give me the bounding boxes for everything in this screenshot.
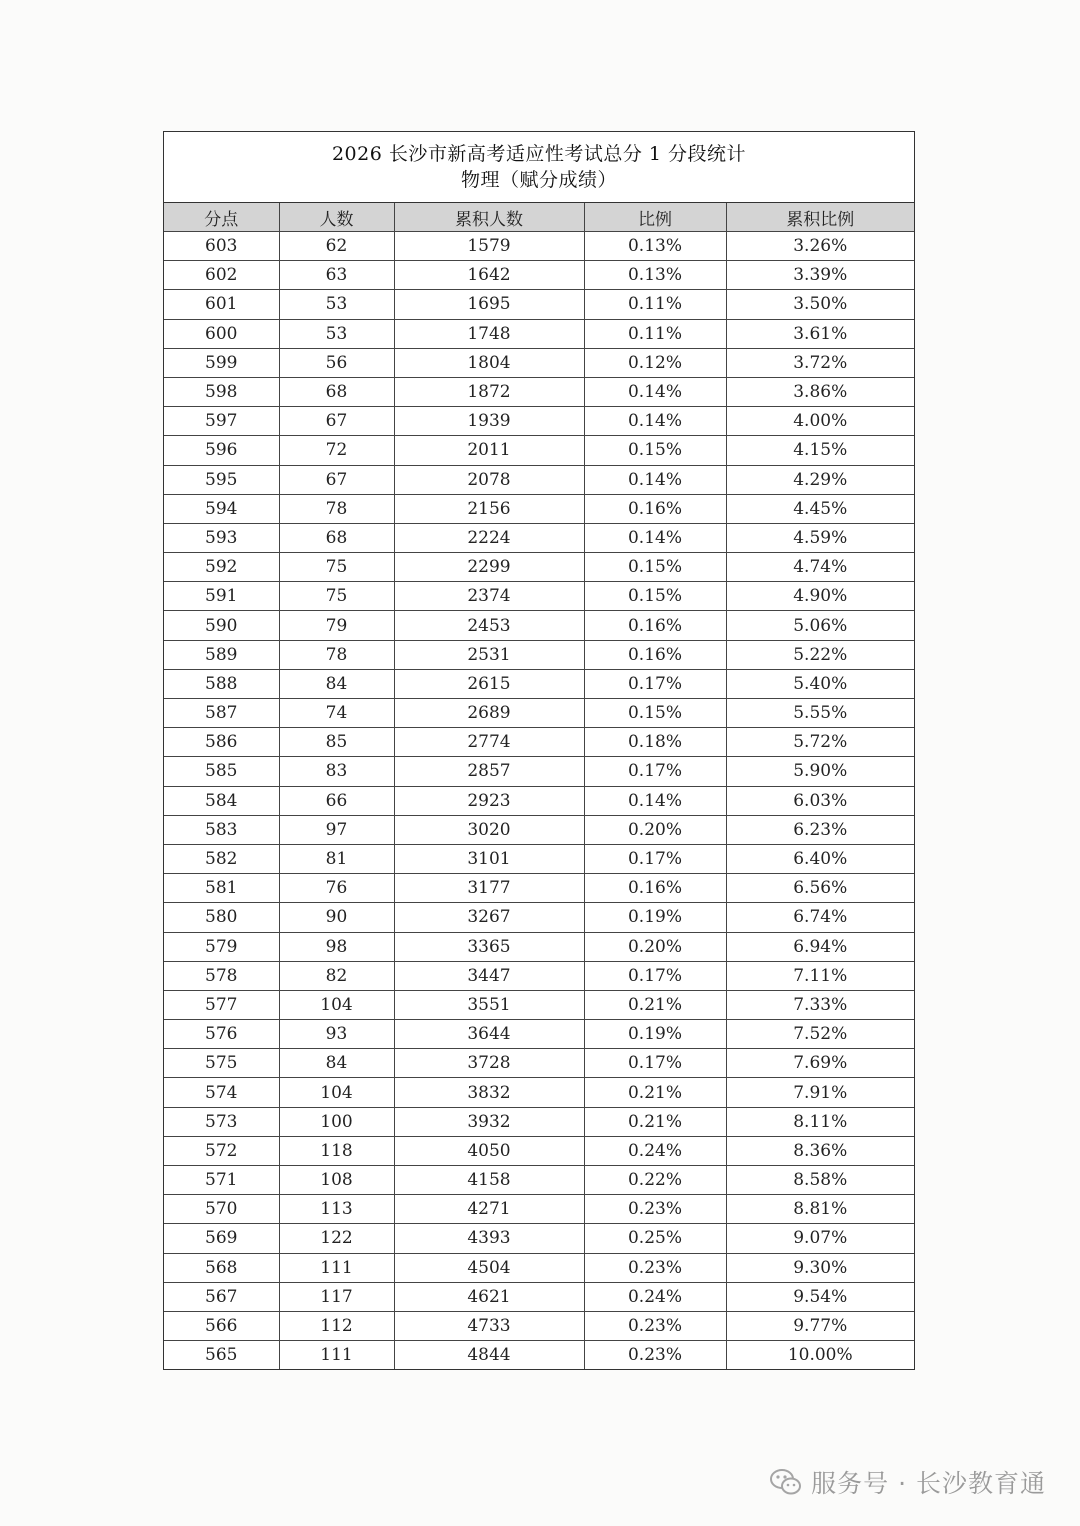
- cell-score: 568: [164, 1253, 279, 1282]
- cell-score: 586: [164, 728, 279, 757]
- cell-ratio: 0.12%: [584, 348, 726, 377]
- cell-score: 592: [164, 553, 279, 582]
- cell-cumulative-count: 1579: [394, 232, 584, 261]
- cell-cumulative-ratio: 5.72%: [726, 728, 914, 757]
- cell-count: 72: [279, 436, 394, 465]
- cell-count: 67: [279, 465, 394, 494]
- cell-ratio: 0.23%: [584, 1253, 726, 1282]
- header-ratio: 比例: [584, 203, 726, 232]
- cell-count: 81: [279, 844, 394, 873]
- cell-cumulative-ratio: 4.90%: [726, 582, 914, 611]
- table-row: [164, 786, 914, 815]
- cell-cumulative-count: 2857: [394, 757, 584, 786]
- table-row: [164, 669, 914, 698]
- cell-count: 75: [279, 553, 394, 582]
- table-row: [164, 553, 914, 582]
- table-row: [164, 815, 914, 844]
- table-row: [164, 232, 914, 261]
- cell-ratio: 0.24%: [584, 1282, 726, 1311]
- table-row: [164, 1166, 914, 1195]
- cell-count: 122: [279, 1224, 394, 1253]
- cell-ratio: 0.13%: [584, 232, 726, 261]
- score-distribution-table: [164, 203, 914, 1369]
- cell-cumulative-count: 4733: [394, 1311, 584, 1340]
- cell-score: 581: [164, 874, 279, 903]
- cell-cumulative-ratio: 3.72%: [726, 348, 914, 377]
- cell-cumulative-ratio: 4.00%: [726, 407, 914, 436]
- cell-score: 567: [164, 1282, 279, 1311]
- cell-score: 599: [164, 348, 279, 377]
- cell-cumulative-count: 2774: [394, 728, 584, 757]
- cell-cumulative-ratio: 5.06%: [726, 611, 914, 640]
- cell-score: 588: [164, 669, 279, 698]
- cell-ratio: 0.17%: [584, 1049, 726, 1078]
- cell-ratio: 0.14%: [584, 377, 726, 406]
- cell-ratio: 0.17%: [584, 961, 726, 990]
- cell-count: 93: [279, 1020, 394, 1049]
- cell-score: 598: [164, 377, 279, 406]
- cell-cumulative-count: 4271: [394, 1195, 584, 1224]
- cell-count: 111: [279, 1341, 394, 1370]
- cell-ratio: 0.14%: [584, 523, 726, 552]
- cell-cumulative-count: 3447: [394, 961, 584, 990]
- table-row: [164, 757, 914, 786]
- cell-cumulative-count: 3832: [394, 1078, 584, 1107]
- cell-ratio: 0.13%: [584, 261, 726, 290]
- cell-cumulative-ratio: 10.00%: [726, 1341, 914, 1370]
- table-row: [164, 932, 914, 961]
- cell-cumulative-ratio: 5.22%: [726, 640, 914, 669]
- cell-cumulative-ratio: 9.77%: [726, 1311, 914, 1340]
- cell-ratio: 0.20%: [584, 932, 726, 961]
- cell-count: 118: [279, 1136, 394, 1165]
- cell-count: 82: [279, 961, 394, 990]
- table-row: [164, 1282, 914, 1311]
- table-row: [164, 290, 914, 319]
- cell-score: 602: [164, 261, 279, 290]
- cell-cumulative-ratio: 8.11%: [726, 1107, 914, 1136]
- cell-ratio: 0.15%: [584, 436, 726, 465]
- cell-count: 53: [279, 319, 394, 348]
- cell-count: 74: [279, 699, 394, 728]
- table-row: [164, 1078, 914, 1107]
- cell-count: 117: [279, 1282, 394, 1311]
- cell-cumulative-ratio: 4.74%: [726, 553, 914, 582]
- cell-cumulative-ratio: 6.56%: [726, 874, 914, 903]
- cell-count: 75: [279, 582, 394, 611]
- cell-score: 576: [164, 1020, 279, 1049]
- cell-cumulative-count: 3728: [394, 1049, 584, 1078]
- table-row: [164, 494, 914, 523]
- watermark: [769, 1464, 1046, 1500]
- cell-cumulative-count: 4158: [394, 1166, 584, 1195]
- cell-score: 573: [164, 1107, 279, 1136]
- cell-cumulative-count: 3644: [394, 1020, 584, 1049]
- cell-cumulative-ratio: 7.11%: [726, 961, 914, 990]
- cell-count: 62: [279, 232, 394, 261]
- cell-score: 597: [164, 407, 279, 436]
- table-row: [164, 1136, 914, 1165]
- cell-score: 590: [164, 611, 279, 640]
- cell-cumulative-ratio: 7.69%: [726, 1049, 914, 1078]
- cell-cumulative-count: 2453: [394, 611, 584, 640]
- cell-ratio: 0.22%: [584, 1166, 726, 1195]
- table-row: [164, 1224, 914, 1253]
- cell-count: 113: [279, 1195, 394, 1224]
- cell-score: 566: [164, 1311, 279, 1340]
- table-row: [164, 523, 914, 552]
- cell-count: 85: [279, 728, 394, 757]
- cell-count: 76: [279, 874, 394, 903]
- table-row: [164, 319, 914, 348]
- wechat-icon: [769, 1465, 803, 1499]
- cell-cumulative-count: 1748: [394, 319, 584, 348]
- table-title-box: [164, 132, 914, 203]
- score-statistics-sheet: [163, 131, 915, 1370]
- cell-count: 84: [279, 669, 394, 698]
- cell-cumulative-count: 4393: [394, 1224, 584, 1253]
- cell-cumulative-count: 3932: [394, 1107, 584, 1136]
- cell-cumulative-ratio: 5.90%: [726, 757, 914, 786]
- table-row: [164, 961, 914, 990]
- cell-cumulative-count: 3267: [394, 903, 584, 932]
- cell-cumulative-ratio: 9.30%: [726, 1253, 914, 1282]
- cell-score: 577: [164, 990, 279, 1019]
- cell-count: 66: [279, 786, 394, 815]
- cell-score: 583: [164, 815, 279, 844]
- cell-score: 572: [164, 1136, 279, 1165]
- cell-score: 585: [164, 757, 279, 786]
- table-row: [164, 990, 914, 1019]
- cell-score: 587: [164, 699, 279, 728]
- table-row: [164, 1253, 914, 1282]
- cell-cumulative-ratio: 4.45%: [726, 494, 914, 523]
- cell-count: 97: [279, 815, 394, 844]
- table-row: [164, 1020, 914, 1049]
- cell-cumulative-ratio: 3.61%: [726, 319, 914, 348]
- cell-ratio: 0.11%: [584, 290, 726, 319]
- watermark-text: 服务号 · 长沙教育通: [811, 1469, 1046, 1498]
- cell-cumulative-ratio: 3.50%: [726, 290, 914, 319]
- cell-ratio: 0.16%: [584, 611, 726, 640]
- cell-cumulative-count: 1804: [394, 348, 584, 377]
- cell-ratio: 0.14%: [584, 786, 726, 815]
- cell-cumulative-ratio: 4.15%: [726, 436, 914, 465]
- cell-ratio: 0.15%: [584, 582, 726, 611]
- cell-ratio: 0.21%: [584, 1078, 726, 1107]
- cell-cumulative-count: 3101: [394, 844, 584, 873]
- cell-cumulative-ratio: 3.86%: [726, 377, 914, 406]
- cell-cumulative-ratio: 9.07%: [726, 1224, 914, 1253]
- cell-cumulative-count: 2374: [394, 582, 584, 611]
- cell-ratio: 0.19%: [584, 903, 726, 932]
- cell-count: 68: [279, 523, 394, 552]
- cell-count: 111: [279, 1253, 394, 1282]
- cell-score: 600: [164, 319, 279, 348]
- cell-cumulative-count: 2923: [394, 786, 584, 815]
- cell-ratio: 0.23%: [584, 1311, 726, 1340]
- cell-cumulative-ratio: 8.81%: [726, 1195, 914, 1224]
- table-row: [164, 1311, 914, 1340]
- cell-cumulative-count: 4504: [394, 1253, 584, 1282]
- cell-cumulative-ratio: 8.58%: [726, 1166, 914, 1195]
- table-body: [164, 232, 914, 1370]
- cell-cumulative-ratio: 9.54%: [726, 1282, 914, 1311]
- table-row: [164, 407, 914, 436]
- table-row: [164, 1107, 914, 1136]
- table-row: [164, 377, 914, 406]
- cell-count: 79: [279, 611, 394, 640]
- cell-score: 603: [164, 232, 279, 261]
- table-row: [164, 1341, 914, 1370]
- cell-ratio: 0.25%: [584, 1224, 726, 1253]
- cell-score: 574: [164, 1078, 279, 1107]
- cell-cumulative-ratio: 7.33%: [726, 990, 914, 1019]
- cell-cumulative-count: 2156: [394, 494, 584, 523]
- cell-cumulative-count: 3020: [394, 815, 584, 844]
- table-row: [164, 465, 914, 494]
- table-row: [164, 436, 914, 465]
- cell-ratio: 0.18%: [584, 728, 726, 757]
- cell-cumulative-count: 1642: [394, 261, 584, 290]
- cell-ratio: 0.14%: [584, 465, 726, 494]
- cell-score: 596: [164, 436, 279, 465]
- cell-cumulative-count: 4844: [394, 1341, 584, 1370]
- header-score: 分点: [164, 203, 279, 232]
- cell-score: 579: [164, 932, 279, 961]
- table-row: [164, 261, 914, 290]
- cell-cumulative-count: 2615: [394, 669, 584, 698]
- cell-score: 570: [164, 1195, 279, 1224]
- cell-cumulative-ratio: 6.40%: [726, 844, 914, 873]
- cell-score: 565: [164, 1341, 279, 1370]
- table-row: [164, 844, 914, 873]
- cell-ratio: 0.14%: [584, 407, 726, 436]
- cell-ratio: 0.21%: [584, 1107, 726, 1136]
- cell-cumulative-ratio: 5.40%: [726, 669, 914, 698]
- table-row: [164, 1195, 914, 1224]
- cell-cumulative-ratio: 7.52%: [726, 1020, 914, 1049]
- table-row: [164, 1049, 914, 1078]
- cell-cumulative-ratio: 3.26%: [726, 232, 914, 261]
- cell-score: 571: [164, 1166, 279, 1195]
- cell-cumulative-count: 3365: [394, 932, 584, 961]
- cell-count: 104: [279, 990, 394, 1019]
- cell-score: 589: [164, 640, 279, 669]
- table-row: [164, 874, 914, 903]
- cell-ratio: 0.17%: [584, 844, 726, 873]
- cell-ratio: 0.15%: [584, 699, 726, 728]
- cell-count: 78: [279, 494, 394, 523]
- cell-ratio: 0.23%: [584, 1195, 726, 1224]
- cell-cumulative-count: 1939: [394, 407, 584, 436]
- cell-count: 67: [279, 407, 394, 436]
- cell-ratio: 0.24%: [584, 1136, 726, 1165]
- cell-ratio: 0.16%: [584, 874, 726, 903]
- cell-score: 591: [164, 582, 279, 611]
- cell-ratio: 0.11%: [584, 319, 726, 348]
- cell-cumulative-count: 2299: [394, 553, 584, 582]
- header-count: 人数: [279, 203, 394, 232]
- cell-ratio: 0.23%: [584, 1341, 726, 1370]
- cell-score: 569: [164, 1224, 279, 1253]
- cell-count: 78: [279, 640, 394, 669]
- cell-ratio: 0.17%: [584, 669, 726, 698]
- cell-score: 582: [164, 844, 279, 873]
- cell-ratio: 0.15%: [584, 553, 726, 582]
- cell-count: 84: [279, 1049, 394, 1078]
- cell-cumulative-count: 4050: [394, 1136, 584, 1165]
- cell-cumulative-ratio: 6.03%: [726, 786, 914, 815]
- cell-cumulative-count: 1872: [394, 377, 584, 406]
- table-row: [164, 348, 914, 377]
- cell-cumulative-ratio: 3.39%: [726, 261, 914, 290]
- cell-score: 580: [164, 903, 279, 932]
- cell-score: 595: [164, 465, 279, 494]
- cell-ratio: 0.21%: [584, 990, 726, 1019]
- cell-ratio: 0.20%: [584, 815, 726, 844]
- cell-cumulative-count: 3551: [394, 990, 584, 1019]
- cell-score: 584: [164, 786, 279, 815]
- cell-cumulative-ratio: 4.29%: [726, 465, 914, 494]
- table-row: [164, 903, 914, 932]
- header-cumulative-count: 累积人数: [394, 203, 584, 232]
- table-row: [164, 728, 914, 757]
- cell-cumulative-count: 1695: [394, 290, 584, 319]
- cell-count: 100: [279, 1107, 394, 1136]
- cell-cumulative-count: 2224: [394, 523, 584, 552]
- cell-cumulative-count: 2689: [394, 699, 584, 728]
- cell-score: 601: [164, 290, 279, 319]
- cell-cumulative-count: 4621: [394, 1282, 584, 1311]
- cell-count: 108: [279, 1166, 394, 1195]
- cell-count: 63: [279, 261, 394, 290]
- table-header-row: [164, 203, 914, 232]
- cell-count: 90: [279, 903, 394, 932]
- table-row: [164, 699, 914, 728]
- cell-cumulative-ratio: 7.91%: [726, 1078, 914, 1107]
- cell-count: 53: [279, 290, 394, 319]
- cell-count: 98: [279, 932, 394, 961]
- cell-cumulative-ratio: 4.59%: [726, 523, 914, 552]
- cell-score: 593: [164, 523, 279, 552]
- cell-score: 575: [164, 1049, 279, 1078]
- cell-score: 578: [164, 961, 279, 990]
- cell-cumulative-ratio: 8.36%: [726, 1136, 914, 1165]
- cell-cumulative-ratio: 5.55%: [726, 699, 914, 728]
- table-title: 2026 长沙市新高考适应性考试总分 1 分段统计: [331, 143, 747, 165]
- cell-cumulative-ratio: 6.94%: [726, 932, 914, 961]
- cell-cumulative-count: 2531: [394, 640, 584, 669]
- cell-count: 104: [279, 1078, 394, 1107]
- cell-cumulative-count: 2078: [394, 465, 584, 494]
- cell-ratio: 0.16%: [584, 640, 726, 669]
- table-row: [164, 611, 914, 640]
- cell-cumulative-ratio: 6.74%: [726, 903, 914, 932]
- cell-ratio: 0.16%: [584, 494, 726, 523]
- cell-count: 83: [279, 757, 394, 786]
- cell-score: 594: [164, 494, 279, 523]
- cell-count: 56: [279, 348, 394, 377]
- table-row: [164, 582, 914, 611]
- cell-count: 112: [279, 1311, 394, 1340]
- cell-cumulative-count: 3177: [394, 874, 584, 903]
- cell-cumulative-ratio: 6.23%: [726, 815, 914, 844]
- cell-cumulative-count: 2011: [394, 436, 584, 465]
- cell-ratio: 0.17%: [584, 757, 726, 786]
- table-subtitle: 物理（赋分成绩）: [460, 169, 617, 191]
- cell-ratio: 0.19%: [584, 1020, 726, 1049]
- header-cumulative-ratio: 累积比例: [726, 203, 914, 232]
- cell-count: 68: [279, 377, 394, 406]
- table-row: [164, 640, 914, 669]
